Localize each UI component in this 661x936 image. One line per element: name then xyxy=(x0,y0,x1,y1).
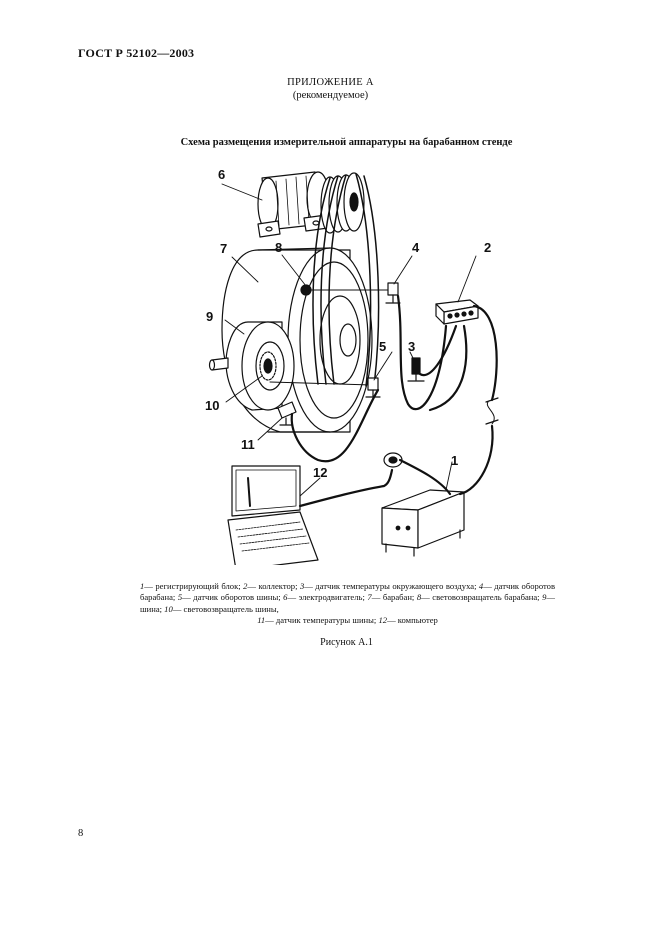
legend-num-9: 9 xyxy=(542,592,547,603)
legend-num-10: 10 xyxy=(164,603,173,614)
legend-text-10: — световозвращатель шины, xyxy=(172,603,279,614)
legend-text-3: — датчик температуры окружающего воздуха; xyxy=(304,581,479,591)
callout-6: 6 xyxy=(218,167,226,182)
callout-7: 7 xyxy=(220,241,228,256)
callout-4: 4 xyxy=(412,240,420,255)
callout-11: 11 xyxy=(241,437,255,452)
appendix-title: ПРИЛОЖЕНИЕ А xyxy=(287,77,374,88)
page-number: 8 xyxy=(78,828,84,839)
legend-text-11: — датчик температуры шины; xyxy=(265,614,379,625)
legend-text-12: — компьютер xyxy=(387,614,438,625)
legend-num-4: 4 xyxy=(478,581,484,591)
legend-num-12: 12 xyxy=(378,614,388,625)
standard-id: ГОСТ Р 52102—2003 xyxy=(78,46,195,60)
registering-unit xyxy=(382,490,464,556)
figure-label: Рисунок А.1 xyxy=(320,637,373,648)
legend-text-2: — коллектор; xyxy=(247,581,300,591)
callout-8: 8 xyxy=(275,240,283,255)
legend-text-7: — барабан; xyxy=(371,592,417,603)
callout-5: 5 xyxy=(379,339,387,354)
tyre-rpm-sensor xyxy=(366,378,380,397)
callout-1: 1 xyxy=(451,453,459,468)
test-stand-diagram xyxy=(188,163,528,565)
callout-2: 2 xyxy=(484,240,492,255)
legend-last-line xyxy=(140,615,555,626)
appendix-subtitle: (рекомендуемое) xyxy=(292,90,369,101)
callout-10: 10 xyxy=(205,398,220,413)
callout-9: 9 xyxy=(206,309,214,324)
legend-text-4: — датчик оборотов барабана; xyxy=(140,581,555,603)
figure-legend xyxy=(140,581,555,626)
legend-num-1: 1 xyxy=(140,581,145,591)
callout-12: 12 xyxy=(313,465,328,480)
legend-num-5: 5 xyxy=(177,592,183,603)
legend-text-1: — регистрирующий блок; xyxy=(144,581,244,591)
legend-num-2: 2 xyxy=(243,581,248,591)
collector xyxy=(436,300,478,324)
legend-text-8: — световозвращатель барабана; xyxy=(421,592,543,603)
figure-title: Схема размещения измерительной аппаратуры на барабанном стенде xyxy=(180,137,513,148)
legend-num-8: 8 xyxy=(416,592,422,603)
legend-num-6: 6 xyxy=(283,592,288,603)
legend-text-9: — шина; xyxy=(140,592,555,614)
legend-text-5: — датчик оборотов шины; xyxy=(182,592,284,603)
legend-num-11: 11 xyxy=(257,614,266,625)
legend-text-6: — электродвигатель; xyxy=(287,592,368,603)
callout-3: 3 xyxy=(408,339,416,354)
legend-num-7: 7 xyxy=(367,592,372,603)
ambient-temp-sensor xyxy=(408,358,424,381)
legend-num-3: 3 xyxy=(299,581,305,591)
laptop-computer xyxy=(228,466,318,565)
